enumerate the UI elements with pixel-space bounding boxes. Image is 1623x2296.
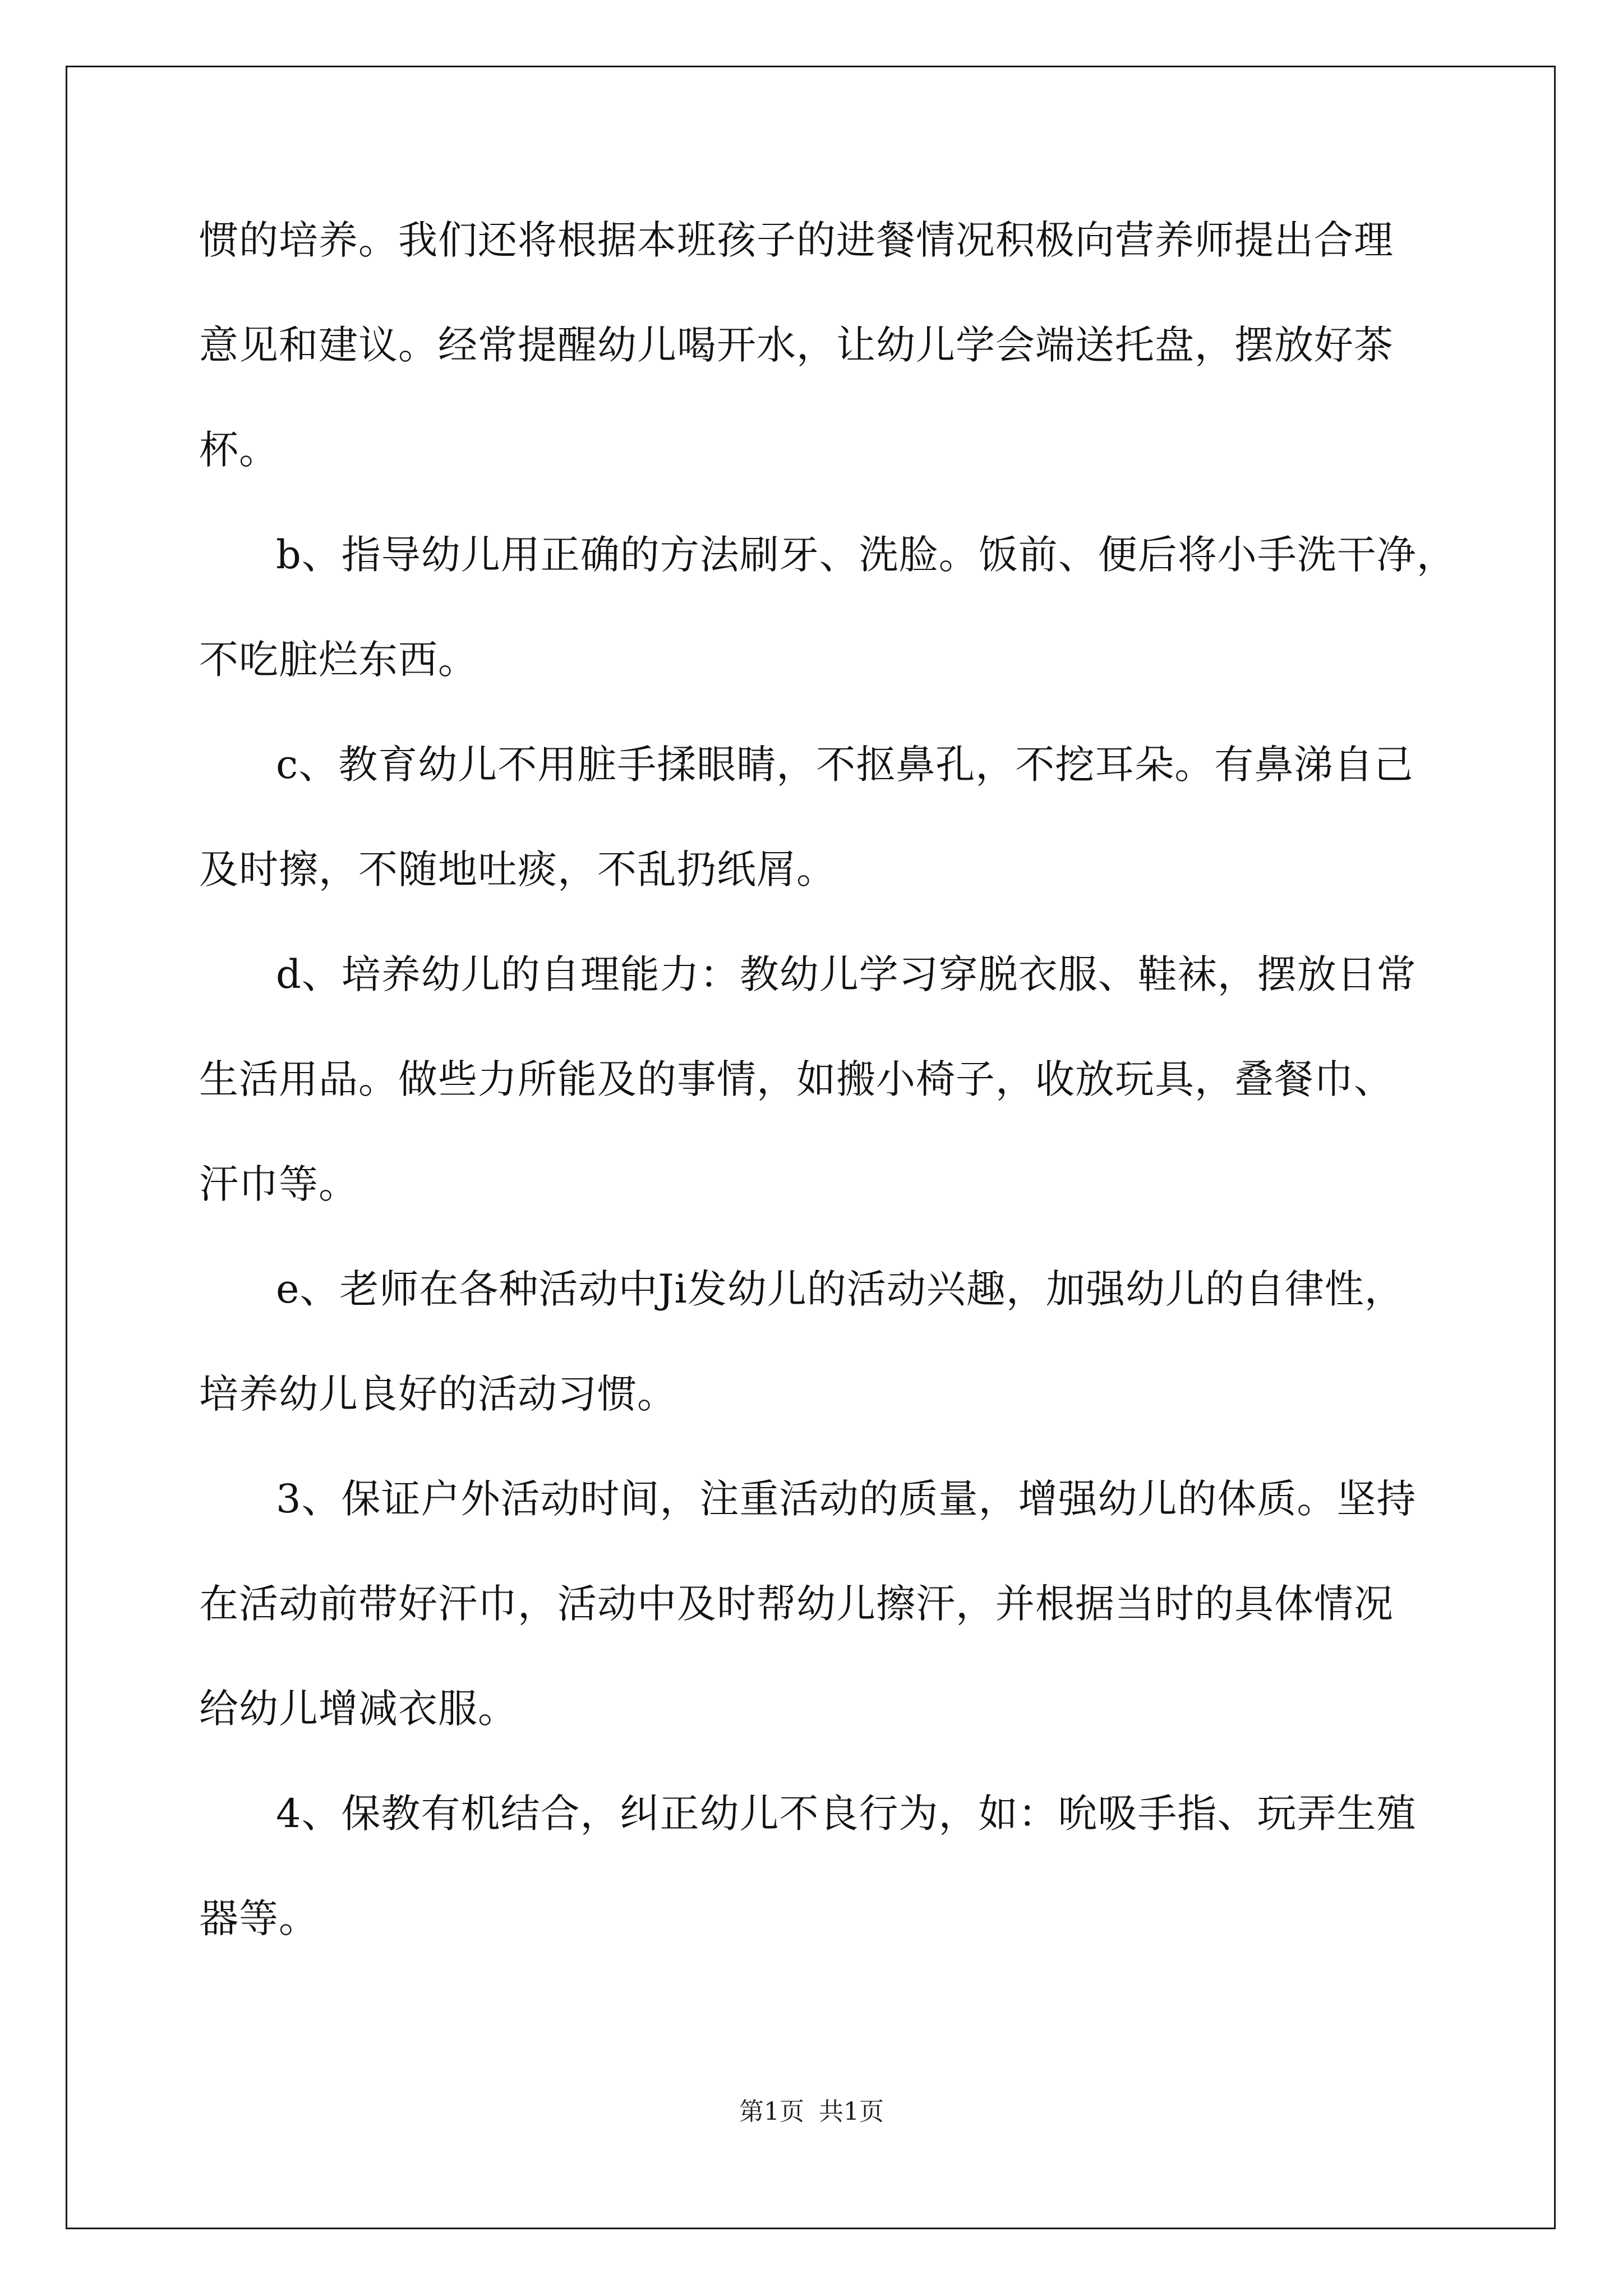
- page-number: 第1页: [739, 2097, 804, 2126]
- paragraph-b: [199, 532, 1456, 683]
- text-line: 意见和建议。经常提醒幼儿喝开水，让幼儿学会端送托盘，摆放好茶: [199, 322, 1394, 368]
- page-footer: [0, 2098, 1623, 2126]
- text-line: 4、保教有机结合，纠正幼儿不良行为，如：吮吸手指、玩弄生殖: [276, 1791, 1417, 1837]
- text-line: 及时擦，不随地吐痰，不乱扔纸屑。: [199, 846, 836, 892]
- text-line: 给幼儿增减衣服。: [199, 1686, 518, 1732]
- document-body: [199, 217, 1456, 1941]
- page-total: 共1页: [819, 2097, 884, 2126]
- text-line: 杯。: [199, 427, 279, 473]
- text-line: 在活动前带好汗巾，活动中及时帮幼儿擦汗，并根据当时的具体情况: [199, 1581, 1394, 1627]
- text-line: 不吃脏烂东西。: [199, 637, 478, 683]
- text-line: e、老师在各种活动中Ji发幼儿的活动兴趣，加强幼儿的自律性，: [276, 1266, 1404, 1312]
- text-line: b、指导幼儿用正确的方法刷牙、洗脸。饭前、便后将小手洗干净，: [276, 532, 1456, 578]
- paragraph-c: [199, 742, 1422, 892]
- paragraph-d: [199, 952, 1422, 1207]
- paragraph-3: [199, 1476, 1422, 1731]
- text-line: 惯的培养。我们还将根据本班孩子的进餐情况积极向营养师提出合理: [199, 217, 1394, 263]
- text-line: 3、保证户外活动时间，注重活动的质量，增强幼儿的体质。坚持: [276, 1476, 1417, 1522]
- text-line: d、培养幼儿的自理能力：教幼儿学习穿脱衣服、鞋袜，摆放日常: [276, 951, 1417, 997]
- text-line: 生活用品。做些力所能及的事情，如搬小椅子，收放玩具，叠餐巾、: [199, 1056, 1394, 1102]
- text-line: c、教育幼儿不用脏手揉眼睛，不抠鼻孔，不挖耳朵。有鼻涕自己: [276, 742, 1414, 788]
- text-line: 汗巾等。: [199, 1161, 358, 1207]
- paragraph-1: [199, 218, 1422, 472]
- paragraph-e: [199, 1267, 1422, 1416]
- text-line: 器等。: [199, 1895, 319, 1941]
- paragraph-4: [199, 1791, 1422, 1941]
- text-line: 培养幼儿良好的活动习惯。: [199, 1371, 677, 1417]
